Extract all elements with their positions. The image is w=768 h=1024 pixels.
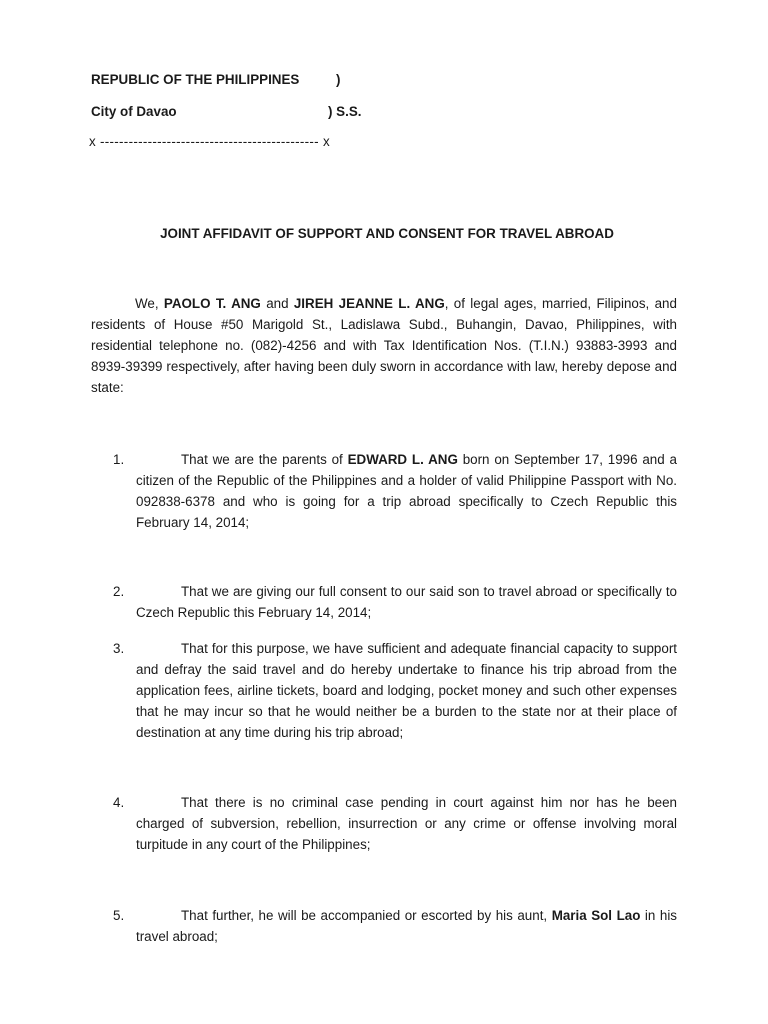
intro-rest: , of legal ages, married, Filipinos, and residents of House #50 Marigold St., Ladislawa Subd., Buhangin, Davao, Philippines, with residential telephone no. (082)-4256 and with Tax Identification Nos. (T.I.N.) 93883-3993 and 8939-39399 respectively, after having been duly sworn in accordance with law, hereby depose and state: xyxy=(91,296,677,395)
list-item: That there is no criminal case pending in court against him nor has he been charged of subversion, rebellion, insurrection or any crime or offense involving moral turpitude in any court of the Philippines; xyxy=(136,795,677,852)
item-post: born on September 17, 1996 and a citizen of the Republic of the Philippines and a holder of valid Philippine Passport with No. 092838-6378 and who is going for a trip abroad specifically to Czech Republic this February 14, 2014; xyxy=(136,452,677,530)
intro-paragraph xyxy=(91,293,677,398)
item-pre: That we are the parents of xyxy=(181,452,343,467)
escort-name: Maria Sol Lao xyxy=(551,908,641,923)
intro-and: and xyxy=(266,296,289,311)
list-item xyxy=(136,905,677,947)
item-number: 3. xyxy=(113,641,125,656)
item-number: 5. xyxy=(113,908,125,923)
item-pre: That further, he will be accompanied or escorted by his aunt, xyxy=(181,908,548,923)
republic-paren: ) xyxy=(336,72,341,87)
item-post: in his travel abroad; xyxy=(136,908,677,944)
item-number: 1. xyxy=(113,452,125,467)
list-item: That for this purpose, we have sufficient and adequate financial capacity to support and defray the said travel and do hereby undertake to finance his trip abroad from the application fees, airline tickets, board and lodging, pocket money and such other expenses that he may incur so that he would neither be a burden to the state nor at their place of destination at any time during his trip abroad; xyxy=(136,641,677,740)
header-divider: x ---------------------------------------------- x xyxy=(89,134,330,149)
child-name: EDWARD L. ANG xyxy=(347,452,458,467)
affiant-name-2: JIREH JEANNE L. ANG xyxy=(293,296,445,311)
city-heading: City of Davao xyxy=(91,104,177,119)
list-item xyxy=(136,449,677,533)
republic-heading: REPUBLIC OF THE PHILIPPINES xyxy=(91,72,300,87)
item-number: 2. xyxy=(113,584,125,599)
ss-label: ) S.S. xyxy=(328,104,362,119)
affiant-name-1: PAOLO T. ANG xyxy=(163,296,261,311)
item-number: 4. xyxy=(113,795,125,810)
intro-we: We, xyxy=(135,296,159,311)
document-title: JOINT AFFIDAVIT OF SUPPORT AND CONSENT FOR TRAVEL ABROAD xyxy=(160,226,614,241)
list-item: That we are giving our full consent to our said son to travel abroad or specifically to Czech Republic this February 14, 2014; xyxy=(136,584,677,620)
